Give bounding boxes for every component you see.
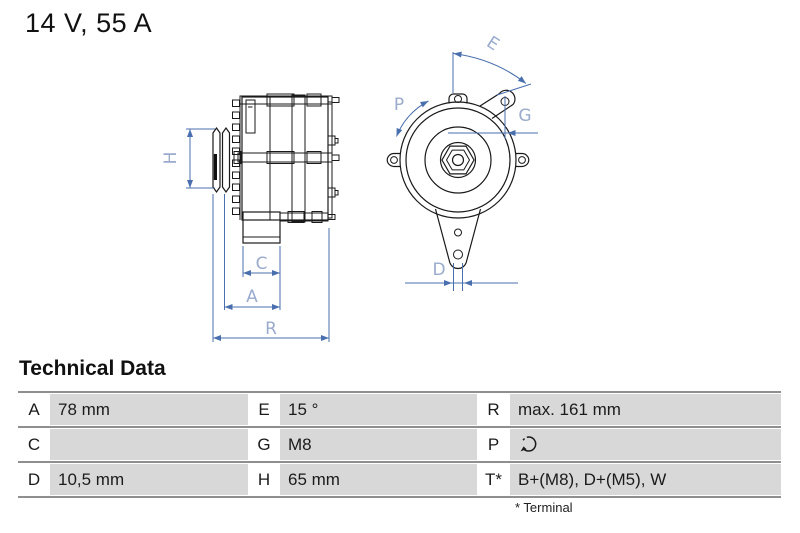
shaft-nut xyxy=(453,155,464,166)
cell-key: G xyxy=(248,429,280,460)
cell-key: C xyxy=(18,429,50,460)
side-view-dimensions xyxy=(161,129,329,342)
technical-data-heading: Technical Data xyxy=(19,357,166,380)
cell-key: D xyxy=(18,464,50,495)
cell-key: R xyxy=(477,394,510,425)
cell-value: 15 ° xyxy=(280,394,477,425)
dim-label-p: P xyxy=(393,95,405,115)
dim-label-e: E xyxy=(482,32,503,56)
pulley xyxy=(213,128,230,192)
dim-label-g: G xyxy=(518,106,532,126)
cell-key: A xyxy=(18,394,50,425)
dim-label-r: R xyxy=(265,319,277,339)
rotation-direction-icon xyxy=(518,434,540,455)
table-divider xyxy=(18,391,781,393)
table-row xyxy=(18,394,781,425)
cell-key: T* xyxy=(477,464,510,495)
alternator-front-body xyxy=(400,102,516,218)
dim-label-h: H xyxy=(161,151,181,165)
cell-value: B+(M8), D+(M5), W xyxy=(510,464,781,495)
table-divider xyxy=(18,426,781,428)
dim-label-c: C xyxy=(255,254,268,274)
page-title: 14 V, 55 A xyxy=(25,8,153,38)
technical-data-table xyxy=(18,391,781,498)
dim-label-a: A xyxy=(246,287,258,307)
table-row xyxy=(18,464,781,495)
cell-value: M8 xyxy=(280,429,477,460)
dim-label-d: D xyxy=(432,260,446,280)
cell-value: 78 mm xyxy=(50,394,248,425)
cell-value: 65 mm xyxy=(280,464,477,495)
table-divider xyxy=(18,496,781,498)
table-divider xyxy=(18,461,781,463)
alternator-housing xyxy=(234,94,339,243)
terminal-footnote: * Terminal xyxy=(515,500,573,515)
side-view-drawing xyxy=(150,80,370,350)
cell-key: E xyxy=(248,394,280,425)
front-view-drawing xyxy=(378,32,550,300)
cell-key: H xyxy=(248,464,280,495)
cell-key: P xyxy=(477,429,510,460)
table-row xyxy=(18,429,781,460)
cell-value: max. 161 mm xyxy=(510,394,781,425)
cell-value: 10,5 mm xyxy=(50,464,248,495)
cell-value xyxy=(510,429,781,460)
cell-value xyxy=(50,429,248,460)
